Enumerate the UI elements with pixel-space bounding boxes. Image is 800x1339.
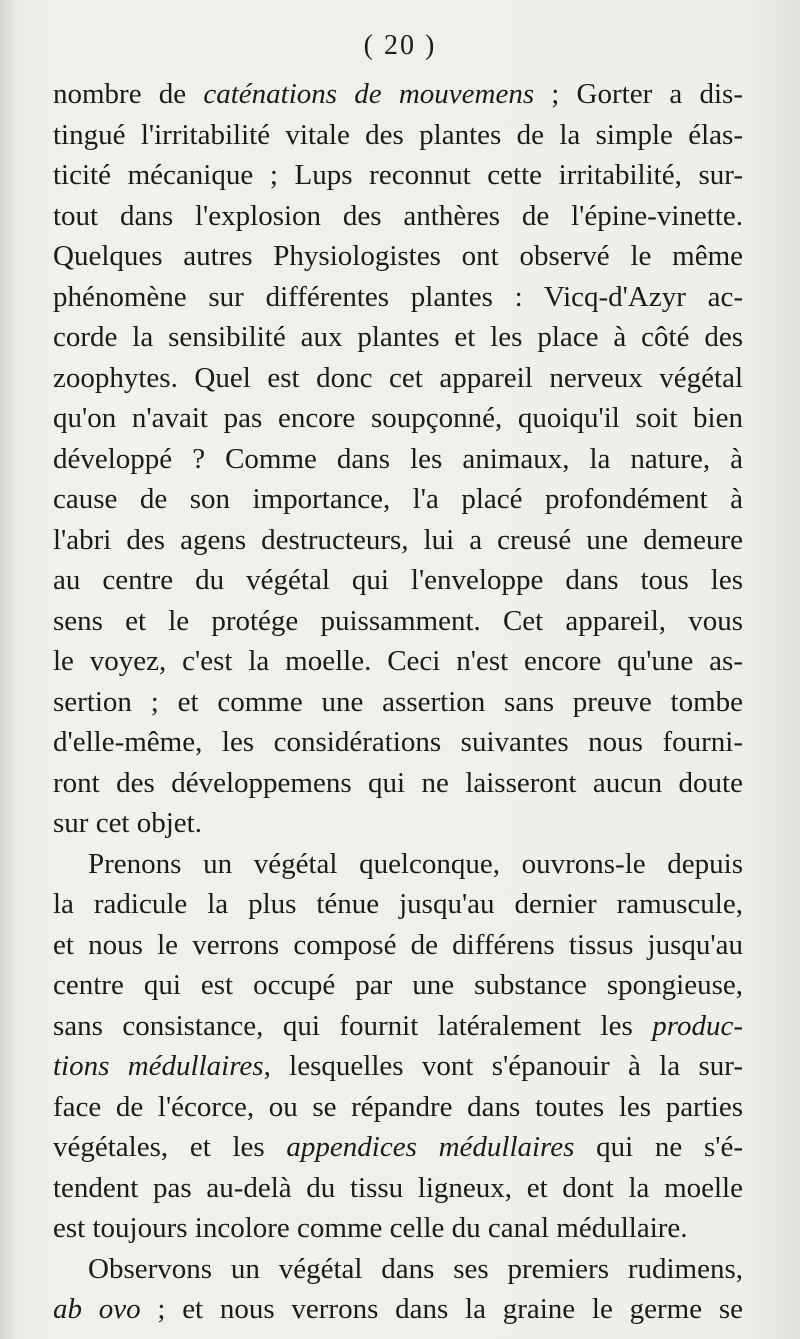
text-line: [53, 763, 743, 804]
text-line: [53, 1249, 743, 1290]
text-segment: cause de son importance, l'a placé profondément à: [53, 483, 743, 515]
text-segment: la radicule la plus ténue jusqu'au dernier ramuscule,: [53, 888, 743, 920]
text-line: [53, 722, 743, 763]
text-segment: ront des développemens qui ne laisseront aucun doute: [53, 766, 743, 799]
text-line: [53, 884, 743, 925]
paragraph: [53, 844, 743, 1249]
italic-text: produc-: [652, 1009, 743, 1042]
text-segment: sens et le protége puissamment. Cet appareil, vous: [53, 604, 743, 637]
text-segment: sur cet objet.: [53, 807, 202, 839]
text-segment: nombre de: [53, 78, 204, 110]
text-line: [53, 1127, 743, 1168]
text-line: [53, 1208, 743, 1249]
text-segment: phénomène sur différentes plantes : Vicq-d'Azyr ac-: [53, 280, 743, 313]
text-segment: qui ne s'é-: [574, 1131, 743, 1163]
text-segment: Quelques autres Physiologistes ont observé le même: [53, 240, 743, 272]
text-segment: tout dans l'explosion des anthères de l'épine-vinette.: [53, 199, 743, 232]
text-line: [53, 682, 743, 723]
text-segment: sans consistance, qui fournit latéralement les: [53, 1009, 653, 1042]
text-segment: est toujours incolore comme celle du canal médullaire.: [53, 1212, 688, 1244]
text-line: [53, 965, 743, 1006]
text-segment: d'elle-même, les considérations suivantes nous fourni-: [53, 726, 743, 758]
text-line: [53, 358, 743, 399]
text-segment: tingué l'irritabilité vitale des plantes de la simple élas-: [53, 118, 743, 151]
text-line: [53, 115, 743, 156]
text-segment: corde la sensibilité aux plantes et les place à côté des: [53, 321, 743, 353]
text-segment: centre qui est occupé par une substance spongieuse,: [53, 969, 743, 1001]
text-line: [53, 196, 743, 237]
paragraph: [53, 74, 743, 844]
text-line: [53, 277, 743, 318]
italic-text: tions médullaires: [53, 1050, 264, 1082]
italic-text: ab ovo: [53, 1293, 141, 1325]
text-segment: l'abri des agens destructeurs, lui a creusé une demeure: [53, 523, 743, 556]
text-line: [53, 560, 743, 601]
text-line: [53, 479, 743, 520]
text-segment: face de l'écorce, ou se répandre dans toutes les parties: [53, 1090, 743, 1123]
text-line: [53, 601, 743, 642]
text-segment: et nous le verrons composé de différens tissus jusqu'au: [53, 928, 743, 961]
text-segment: ; et nous verrons dans la graine le germe se: [140, 1293, 743, 1325]
text-segment: développé ? Comme dans les animaux, la nature, à: [53, 442, 743, 475]
text-segment: zoophytes. Quel est donc cet appareil nerveux végétal: [53, 361, 743, 394]
text-segment: au centre du végétal qui l'enveloppe dans tous les: [53, 564, 743, 596]
text-line: [53, 520, 743, 561]
italic-text: appendices médullaires: [286, 1131, 575, 1163]
text-line: [53, 74, 743, 115]
text-line: [53, 844, 743, 885]
text-line: [53, 1168, 743, 1209]
text-line: [53, 439, 743, 480]
body-text: [53, 74, 743, 1330]
text-line: [53, 803, 743, 844]
text-line: [53, 1006, 743, 1047]
text-segment: sertion ; et comme une assertion sans preuve tombe: [53, 685, 743, 718]
text-line: [53, 236, 743, 277]
text-segment: végétales, et les: [53, 1131, 287, 1163]
text-line: [53, 1046, 743, 1087]
text-line: [53, 641, 743, 682]
text-segment: qu'on n'avait pas encore soupçonné, quoiqu'il soit bien: [53, 402, 743, 434]
text-segment: ticité mécanique ; Lups reconnut cette irritabilité, sur-: [53, 159, 743, 191]
text-segment: le voyez, c'est la moelle. Ceci n'est encore qu'une as-: [53, 645, 743, 677]
text-line: [53, 155, 743, 196]
text-line: [53, 1289, 743, 1330]
text-segment: ; Gorter a dis-: [534, 78, 743, 110]
page-number: ( 20 ): [363, 30, 437, 61]
text-segment: Prenons un végétal quelconque, ouvrons-le depuis: [88, 847, 743, 880]
italic-text: caténations de mouvemens: [203, 78, 535, 110]
text-line: [53, 1087, 743, 1128]
text-line: [53, 398, 743, 439]
text-segment: , lesquelles vont s'épanouir à la sur-: [263, 1050, 743, 1082]
text-line: [53, 317, 743, 358]
text-line: [53, 925, 743, 966]
text-segment: tendent pas au-delà du tissu ligneux, et dont la moelle: [53, 1171, 743, 1204]
text-segment: Observons un végétal dans ses premiers rudimens,: [88, 1252, 743, 1285]
paragraph: [53, 1249, 743, 1330]
